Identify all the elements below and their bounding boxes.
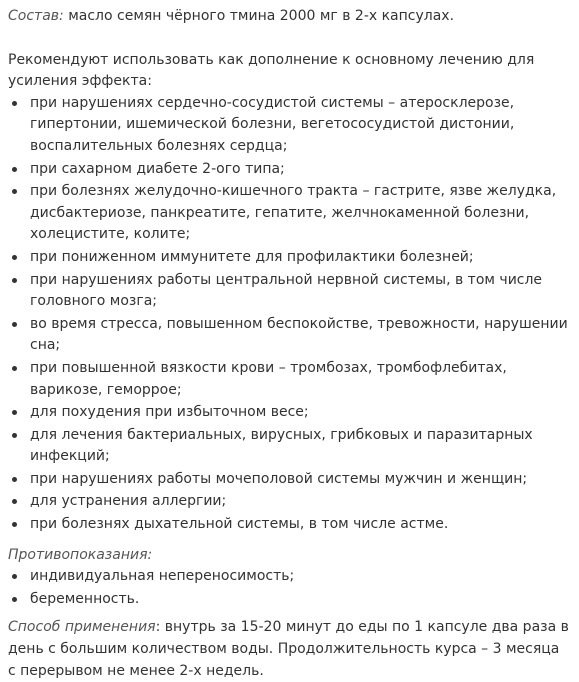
list-item: для устранения аллергии; (8, 491, 571, 513)
intro-text: Рекомендуют использовать как дополнение к основному лечению для усиления эффекта: (8, 51, 535, 90)
list-item: во время стресса, повышенном беспокойстве, тревожности, нарушении сна; (8, 314, 571, 357)
list-item: для похудения при избыточном весе; (8, 402, 571, 424)
list-item: при нарушениях работы центральной нервной системы, в том числе головного мозга; (8, 270, 571, 313)
list-item: при повышенной вязкости крови – тромбозах, тромбофлебитах, варикозе, геморрое; (8, 358, 571, 401)
composition-text: масло семян чёрного тмина 2000 мг в 2-х капсулах. (63, 8, 455, 24)
list-item: при болезнях дыхательной системы, в том числе астме. (8, 514, 571, 536)
list-item: при сахарном диабете 2-ого типа; (8, 159, 571, 181)
composition-label: Состав: (8, 8, 64, 24)
list-item: индивидуальная непереносимость; (8, 566, 571, 588)
list-item: при нарушениях работы мочеполовой системы мужчин и женщин; (8, 469, 571, 491)
spacer (8, 537, 571, 543)
list-item: при нарушениях сердечно-сосудистой системы – атеросклерозе, гипертонии, ишемической болезни, вегетососудистой дистонии, воспалительных болезнях сердца; (8, 93, 571, 158)
spacer (8, 28, 571, 50)
usage-text: : внутрь за 15-20 минут до еды по 1 капсуле два раза в день с большим количеством воды. Продолжительность курса – 3 месяца с перерывом не менее 2-х недель. (8, 619, 569, 679)
list-item: беременность. (8, 589, 571, 611)
contraindications-list (8, 566, 571, 610)
composition-line (8, 6, 571, 28)
list-item: при болезнях желудочно-кишечного тракта – гастрите, язве желудка, дисбактериозе, панкреатите, гепатите, желчнокаменной болезни, холецистите, колите; (8, 181, 571, 246)
list-item: для лечения бактериальных, вирусных, грибковых и паразитарных инфекций; (8, 425, 571, 468)
usage-label: Способ применения (8, 619, 156, 636)
usage-paragraph (8, 617, 571, 682)
list-item: при пониженном иммунитете для профилактики болезней; (8, 247, 571, 269)
contraindications-label: Противопоказания: (8, 546, 153, 563)
indications-list (8, 93, 571, 536)
